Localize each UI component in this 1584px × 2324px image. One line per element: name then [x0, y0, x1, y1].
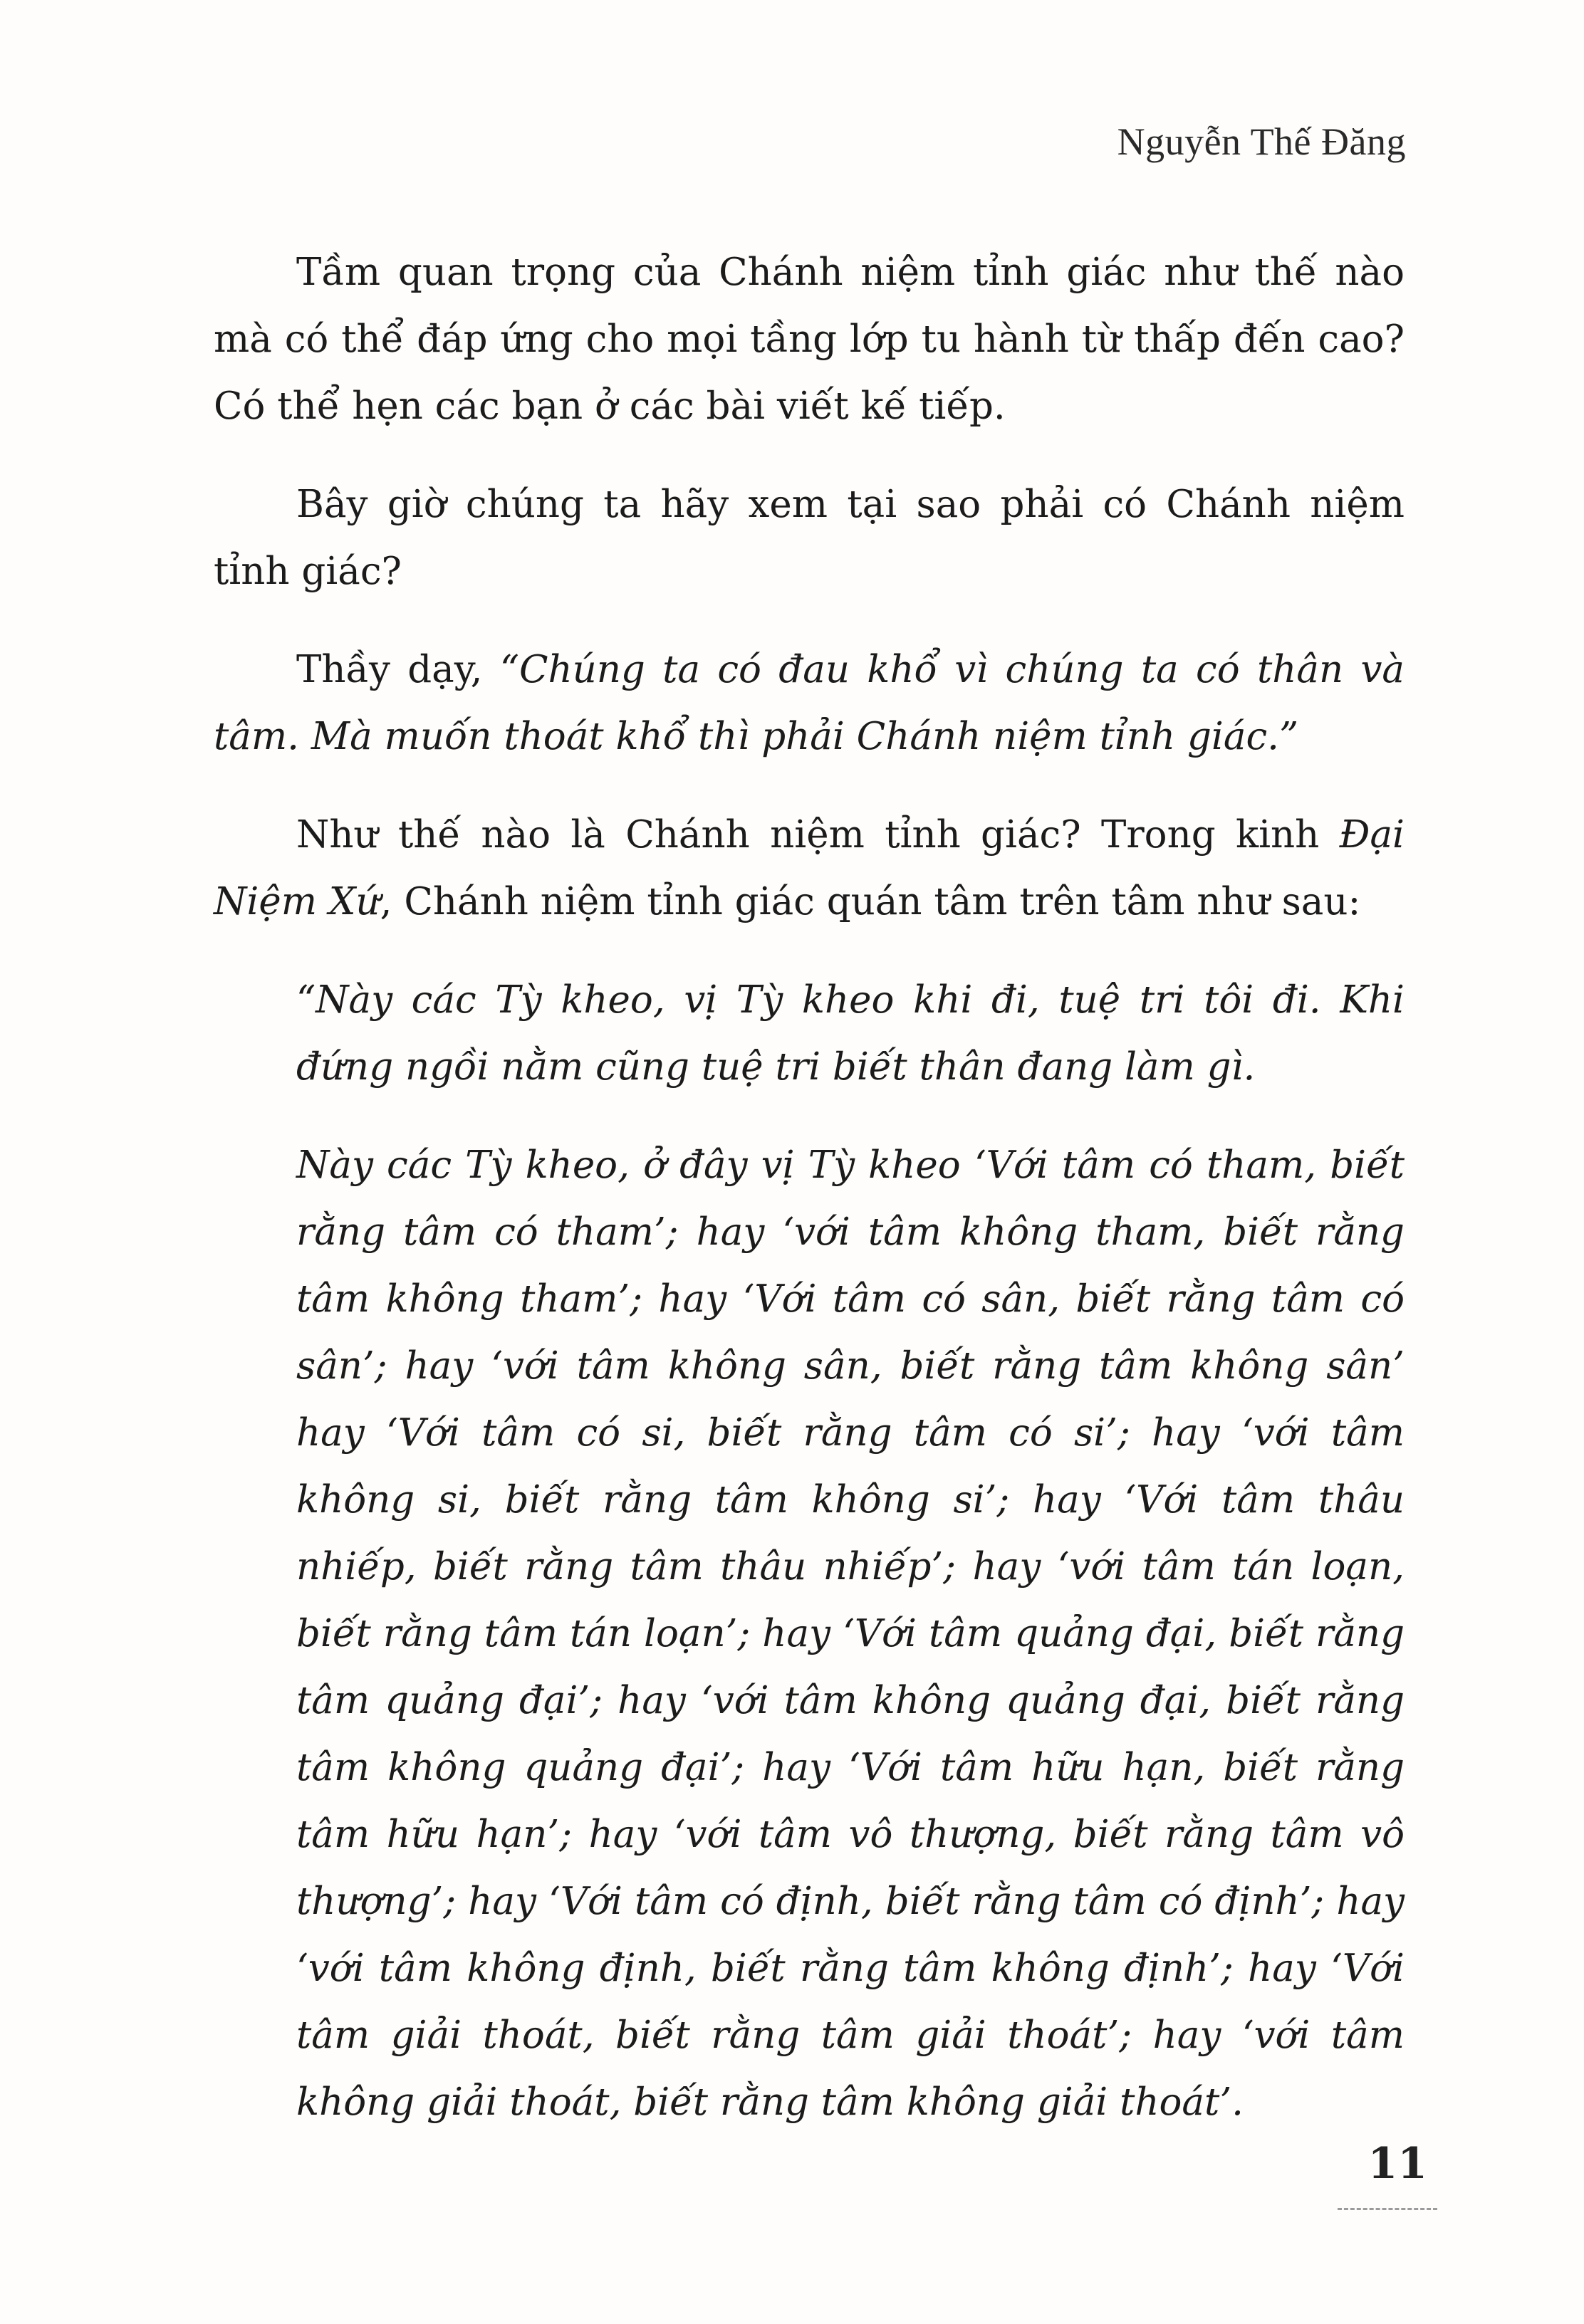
paragraph-4-lead: Như thế nào là Chánh niệm tỉnh giác? Trong kinh	[296, 813, 1340, 857]
paragraph-3-quote: “Chúng ta có đau khổ vì chúng ta có thân và tâm. Mà muốn thoát khổ thì phải Chánh niệm tỉnh giác.”	[214, 648, 1405, 758]
sutra-title: Đại Niệm Xứ	[214, 813, 1405, 923]
page-number: 11	[1367, 2139, 1427, 2189]
quote-1: “Này các Tỳ kheo, vị Tỳ kheo khi đi, tuệ tri tôi đi. Khi đứng ngồi nằm cũng tuệ tri biết thân đang làm gì.	[296, 978, 1405, 1089]
paragraph-3-lead: Thầy dạy,	[296, 648, 500, 691]
paragraph-3	[214, 637, 1405, 770]
body-text	[214, 239, 1405, 2136]
running-header-author: Nguyễn Thế Đăng	[1117, 120, 1406, 163]
paragraph-4	[214, 802, 1405, 936]
quote-2: Này các Tỳ kheo, ở đây vị Tỳ kheo ‘Với tâm có tham, biết rằng tâm có tham’; hay ‘với tâm không tham, biết rằng tâm không tham’; hay ‘Với tâm có sân, biết rằng tâm có sân’; hay ‘với tâm không sân, biết rằng tâm không sân’ hay ‘Với tâm có si, biết rằng tâm có si’; hay ‘với tâm không si, biết rằng tâm không si’; hay ‘Với tâm thâu nhiếp, biết rằng tâm thâu nhiếp’; hay ‘với tâm tán loạn, biết rằng tâm tán loạn’; hay ‘Với tâm quảng đại, biết rằng tâm quảng đại’; hay ‘với tâm không quảng đại, biết rằng tâm không quảng đại’; hay ‘Với tâm hữu hạn, biết rằng tâm hữu hạn’; hay ‘với tâm vô thượng, biết rằng tâm vô thượng’; hay ‘Với tâm có định, biết rằng tâm có định’; hay ‘với tâm không định, biết rằng tâm không định’; hay ‘Với tâm giải thoát, biết rằng tâm giải thoát’; hay ‘với tâm không giải thoát, biết rằng tâm không giải thoát’.	[296, 1143, 1405, 2124]
page-number-rule	[1338, 2208, 1437, 2210]
paragraph-4-rest: , Chánh niệm tỉnh giác quán tâm trên tâm như sau:	[380, 880, 1361, 923]
paragraph-1: Tầm quan trọng của Chánh niệm tỉnh giác như thế nào mà có thể đáp ứng cho mọi tầng lớp tu hành từ thấp đến cao? Có thể hẹn các bạn ở các bài viết kế tiếp.	[214, 251, 1405, 428]
paragraph-2: Bây giờ chúng ta hãy xem tại sao phải có Chánh niệm tỉnh giác?	[214, 483, 1405, 593]
